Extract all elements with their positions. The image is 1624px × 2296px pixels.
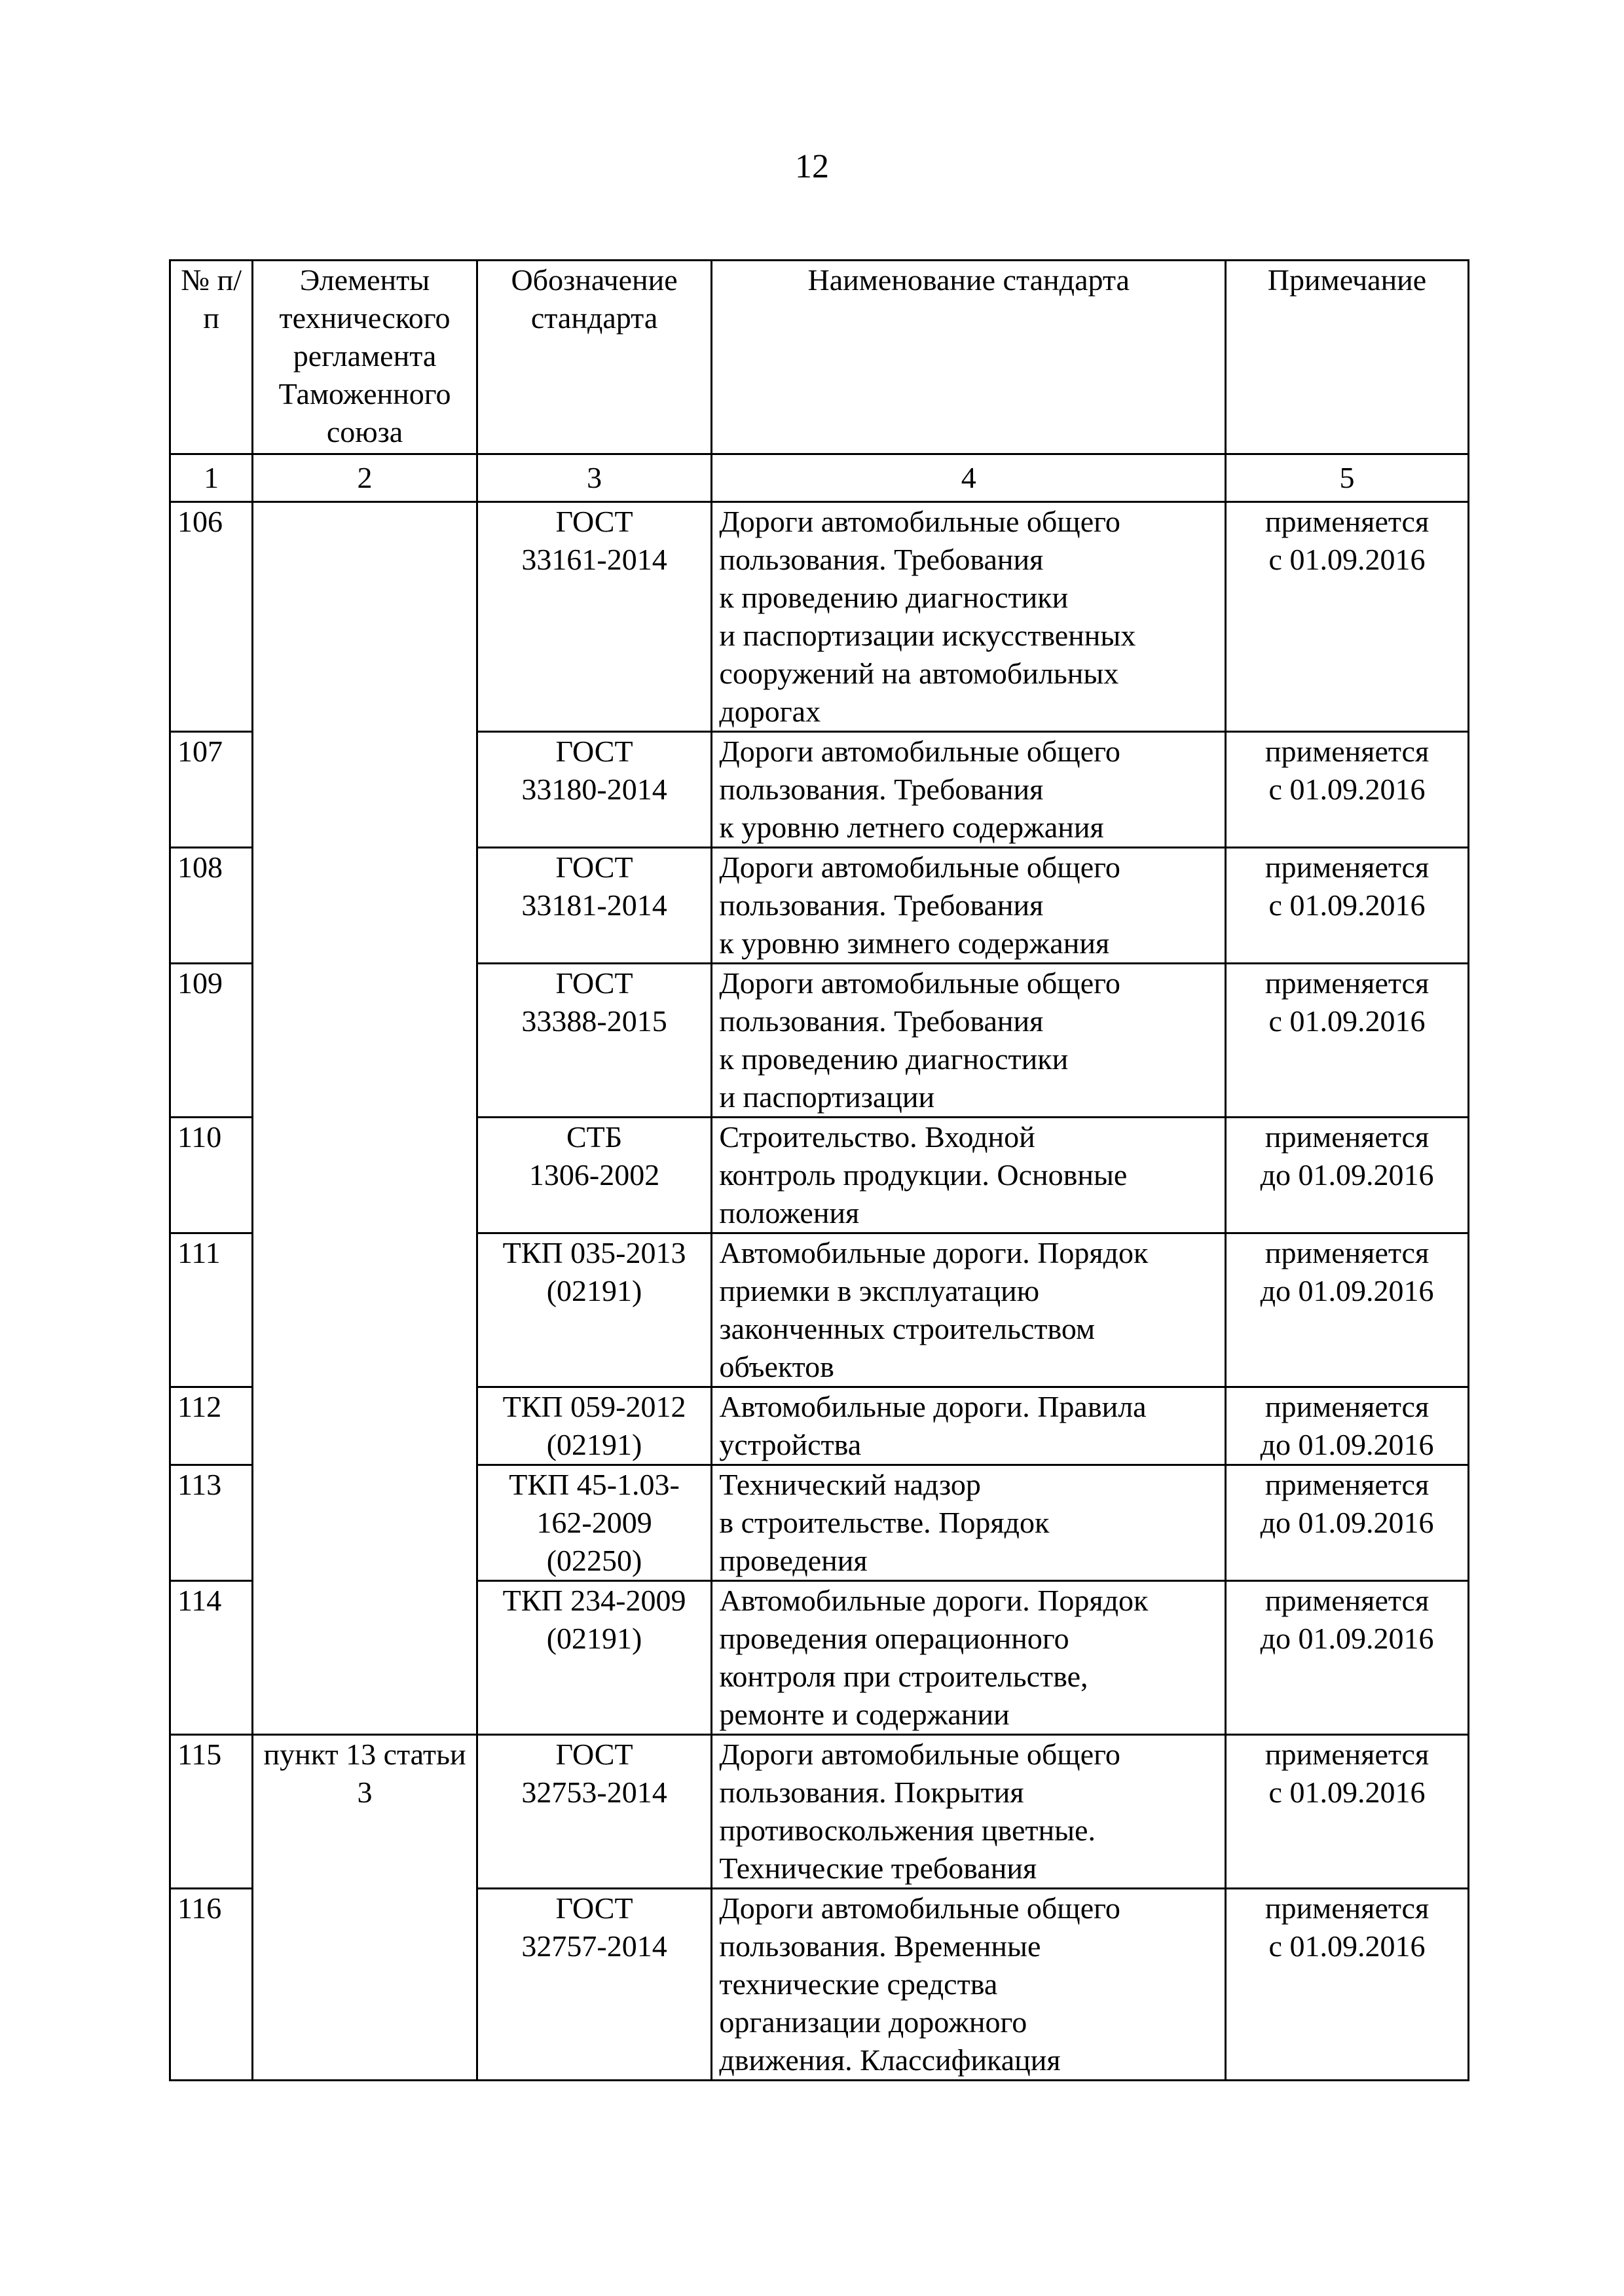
- standard-designation-line: (02191): [546, 1622, 642, 1655]
- standard-name-line: и паспортизации искусственных: [719, 619, 1136, 652]
- standard-name: [712, 1889, 1226, 2081]
- standard-designation-line: 1306-2002: [528, 1158, 660, 1192]
- standard-note-line: до 01.09.2016: [1260, 1274, 1434, 1307]
- header-elements: Элементы технического регламента Таможенного союза: [253, 261, 477, 454]
- standard-designation-line: ТКП 234-2009: [502, 1584, 686, 1617]
- standard-note-line: с 01.09.2016: [1268, 1004, 1426, 1038]
- standard-name: [712, 1465, 1226, 1581]
- standard-note: [1226, 964, 1469, 1118]
- standard-designation: [477, 732, 712, 848]
- row-number: 107: [170, 732, 253, 848]
- standard-name-line: пользования. Временные: [719, 1929, 1041, 1963]
- standard-name-line: Технический надзор: [719, 1468, 981, 1501]
- standard-name-line: к уровню зимнего содержания: [719, 926, 1110, 960]
- standard-designation-line: (02191): [546, 1274, 642, 1307]
- standard-designation: [477, 1118, 712, 1233]
- standard-name-line: дорогах: [719, 695, 821, 728]
- standard-designation-line: ГОСТ: [555, 1738, 633, 1771]
- standard-designation-line: 32757-2014: [521, 1929, 667, 1963]
- page-number: 12: [795, 148, 829, 185]
- row-number: 115: [170, 1735, 253, 1889]
- standard-name-line: Дороги автомобильные общего: [719, 505, 1120, 538]
- standard-note-line: до 01.09.2016: [1260, 1158, 1434, 1192]
- standard-designation: [477, 1581, 712, 1735]
- standard-name-line: и паспортизации: [719, 1080, 935, 1114]
- standard-name-line: устройства: [719, 1428, 862, 1461]
- row-number: 116: [170, 1889, 253, 2081]
- standard-name-line: контроля при строительстве,: [719, 1660, 1088, 1693]
- row-number: 113: [170, 1465, 253, 1581]
- standard-name-line: Дороги автомобильные общего: [719, 850, 1120, 884]
- standard-designation-line: ГОСТ: [555, 966, 633, 1000]
- standard-note-line: до 01.09.2016: [1260, 1428, 1434, 1461]
- standard-name-line: Автомобильные дороги. Порядок: [719, 1584, 1149, 1617]
- standard-designation-line: 33181-2014: [521, 888, 667, 922]
- row-number: 109: [170, 964, 253, 1118]
- standard-designation-line: СТБ: [566, 1120, 623, 1154]
- standard-note-line: применяется: [1264, 1120, 1430, 1154]
- standard-designation-line: 33388-2015: [521, 1004, 667, 1038]
- standard-name-line: пользования. Требования: [719, 1004, 1044, 1038]
- standard-name-line: пользования. Требования: [719, 888, 1044, 922]
- standard-note: [1226, 1387, 1469, 1465]
- column-number: 1: [170, 454, 253, 502]
- standard-note-line: применяется: [1264, 1584, 1430, 1617]
- regulation-element: [253, 502, 477, 1735]
- standard-name-line: в строительстве. Порядок: [719, 1506, 1050, 1539]
- standard-note-line: применяется: [1264, 735, 1430, 768]
- standard-designation: [477, 1465, 712, 1581]
- standard-note-line: применяется: [1264, 1891, 1430, 1925]
- standard-name-line: Дороги автомобильные общего: [719, 966, 1120, 1000]
- column-number: 5: [1226, 454, 1469, 502]
- standard-name: [712, 732, 1226, 848]
- standard-note-line: применяется: [1264, 1738, 1430, 1771]
- column-number: 4: [712, 454, 1226, 502]
- standard-name-line: Автомобильные дороги. Правила: [719, 1390, 1147, 1423]
- standard-note: [1226, 1118, 1469, 1233]
- standard-note-line: с 01.09.2016: [1268, 1929, 1426, 1963]
- standard-note-line: применяется: [1264, 966, 1430, 1000]
- header-number: № п/п: [170, 261, 253, 454]
- standard-name-line: Строительство. Входной: [719, 1120, 1035, 1154]
- standard-note-line: до 01.09.2016: [1260, 1506, 1434, 1539]
- standard-name: [712, 1735, 1226, 1889]
- standard-designation: [477, 964, 712, 1118]
- standard-designation: [477, 848, 712, 964]
- row-number: 111: [170, 1233, 253, 1387]
- regulation-element: пункт 13 статьи 3: [253, 1735, 477, 2081]
- standard-designation-line: ТКП 059-2012: [502, 1390, 686, 1423]
- standard-designation-line: 33180-2014: [521, 773, 667, 806]
- standard-note: [1226, 848, 1469, 964]
- standard-designation: [477, 1735, 712, 1889]
- standard-name-line: Дороги автомобильные общего: [719, 1891, 1120, 1925]
- standard-designation: [477, 502, 712, 732]
- standard-note-line: применяется: [1264, 505, 1430, 538]
- standard-name: [712, 1581, 1226, 1735]
- standard-name-line: положения: [719, 1196, 860, 1230]
- standard-designation-line: 32753-2014: [521, 1776, 667, 1809]
- standard-designation-line: (02191): [546, 1428, 642, 1461]
- standard-note-line: применяется: [1264, 850, 1430, 884]
- standard-designation-line: 33161-2014: [521, 543, 667, 576]
- standard-name-line: пользования. Покрытия: [719, 1776, 1024, 1809]
- standard-name-line: пользования. Требования: [719, 543, 1044, 576]
- standard-name-line: движения. Классификация: [719, 2043, 1061, 2077]
- table-header-row: [170, 261, 1469, 454]
- table-row: [170, 502, 1469, 732]
- standard-name-line: организации дорожного: [719, 2005, 1027, 2039]
- standard-name: [712, 502, 1226, 732]
- standard-name: [712, 1387, 1226, 1465]
- standards-table: [169, 259, 1469, 2081]
- standard-designation-line: ГОСТ: [555, 850, 633, 884]
- header-standard-name: Наименование стандарта: [712, 261, 1226, 454]
- standard-note: [1226, 732, 1469, 848]
- standard-designation-line: (02250): [546, 1544, 642, 1577]
- standard-name: [712, 1233, 1226, 1387]
- standard-name-line: Дороги автомобильные общего: [719, 1738, 1120, 1771]
- standard-note: [1226, 1233, 1469, 1387]
- standard-name-line: Автомобильные дороги. Порядок: [719, 1236, 1149, 1269]
- row-number: 112: [170, 1387, 253, 1465]
- standard-name-line: контроль продукции. Основные: [719, 1158, 1128, 1192]
- standard-note: [1226, 1581, 1469, 1735]
- standard-name-line: проведения: [719, 1544, 868, 1577]
- standard-name: [712, 1118, 1226, 1233]
- standard-designation: [477, 1233, 712, 1387]
- standard-designation-line: ТКП 45-1.03-: [509, 1468, 680, 1501]
- standard-name: [712, 964, 1226, 1118]
- table-body: [170, 502, 1469, 2081]
- standard-name-line: ремонте и содержании: [719, 1698, 1010, 1731]
- standard-name-line: сооружений на автомобильных: [719, 657, 1119, 690]
- standard-designation-line: ТКП 035-2013: [502, 1236, 686, 1269]
- standard-note-line: с 01.09.2016: [1268, 888, 1426, 922]
- standard-note: [1226, 502, 1469, 732]
- standard-name-line: к проведению диагностики: [719, 581, 1069, 614]
- standard-designation: [477, 1387, 712, 1465]
- column-number-row: [170, 454, 1469, 502]
- standard-designation: [477, 1889, 712, 2081]
- standard-note-line: с 01.09.2016: [1268, 1776, 1426, 1809]
- standard-name-line: проведения операционного: [719, 1622, 1069, 1655]
- standard-designation-line: 162-2009: [536, 1506, 652, 1539]
- standard-name-line: к уровню летнего содержания: [719, 811, 1104, 844]
- standard-designation-line: ГОСТ: [555, 735, 633, 768]
- column-number: 3: [477, 454, 712, 502]
- standard-note-line: до 01.09.2016: [1260, 1622, 1434, 1655]
- standard-note-line: применяется: [1264, 1236, 1430, 1269]
- column-number: 2: [253, 454, 477, 502]
- standard-name-line: законченных строительством: [719, 1312, 1096, 1345]
- standard-name-line: противоскольжения цветные.: [719, 1813, 1096, 1847]
- standard-designation-line: ГОСТ: [555, 1891, 633, 1925]
- standard-name-line: пользования. Требования: [719, 773, 1044, 806]
- standard-designation-line: ГОСТ: [555, 505, 633, 538]
- standard-note-line: применяется: [1264, 1468, 1430, 1501]
- row-number: 114: [170, 1581, 253, 1735]
- standard-note: [1226, 1889, 1469, 2081]
- standard-note: [1226, 1465, 1469, 1581]
- row-number: 110: [170, 1118, 253, 1233]
- standard-note-line: с 01.09.2016: [1268, 543, 1426, 576]
- header-note: Примечание: [1226, 261, 1469, 454]
- standard-name-line: объектов: [719, 1350, 834, 1383]
- standard-name-line: технические средства: [719, 1967, 998, 2001]
- standard-name-line: приемки в эксплуатацию: [719, 1274, 1040, 1307]
- standard-name-line: Технические требования: [719, 1851, 1037, 1885]
- standard-name: [712, 848, 1226, 964]
- standard-note-line: с 01.09.2016: [1268, 773, 1426, 806]
- row-number: 108: [170, 848, 253, 964]
- standard-note: [1226, 1735, 1469, 1889]
- table-row: [170, 1735, 1469, 1889]
- row-number: 106: [170, 502, 253, 732]
- header-designation: Обозначение стандарта: [477, 261, 712, 454]
- standard-note-line: применяется: [1264, 1390, 1430, 1423]
- standard-name-line: к проведению диагностики: [719, 1042, 1069, 1076]
- standard-name-line: Дороги автомобильные общего: [719, 735, 1120, 768]
